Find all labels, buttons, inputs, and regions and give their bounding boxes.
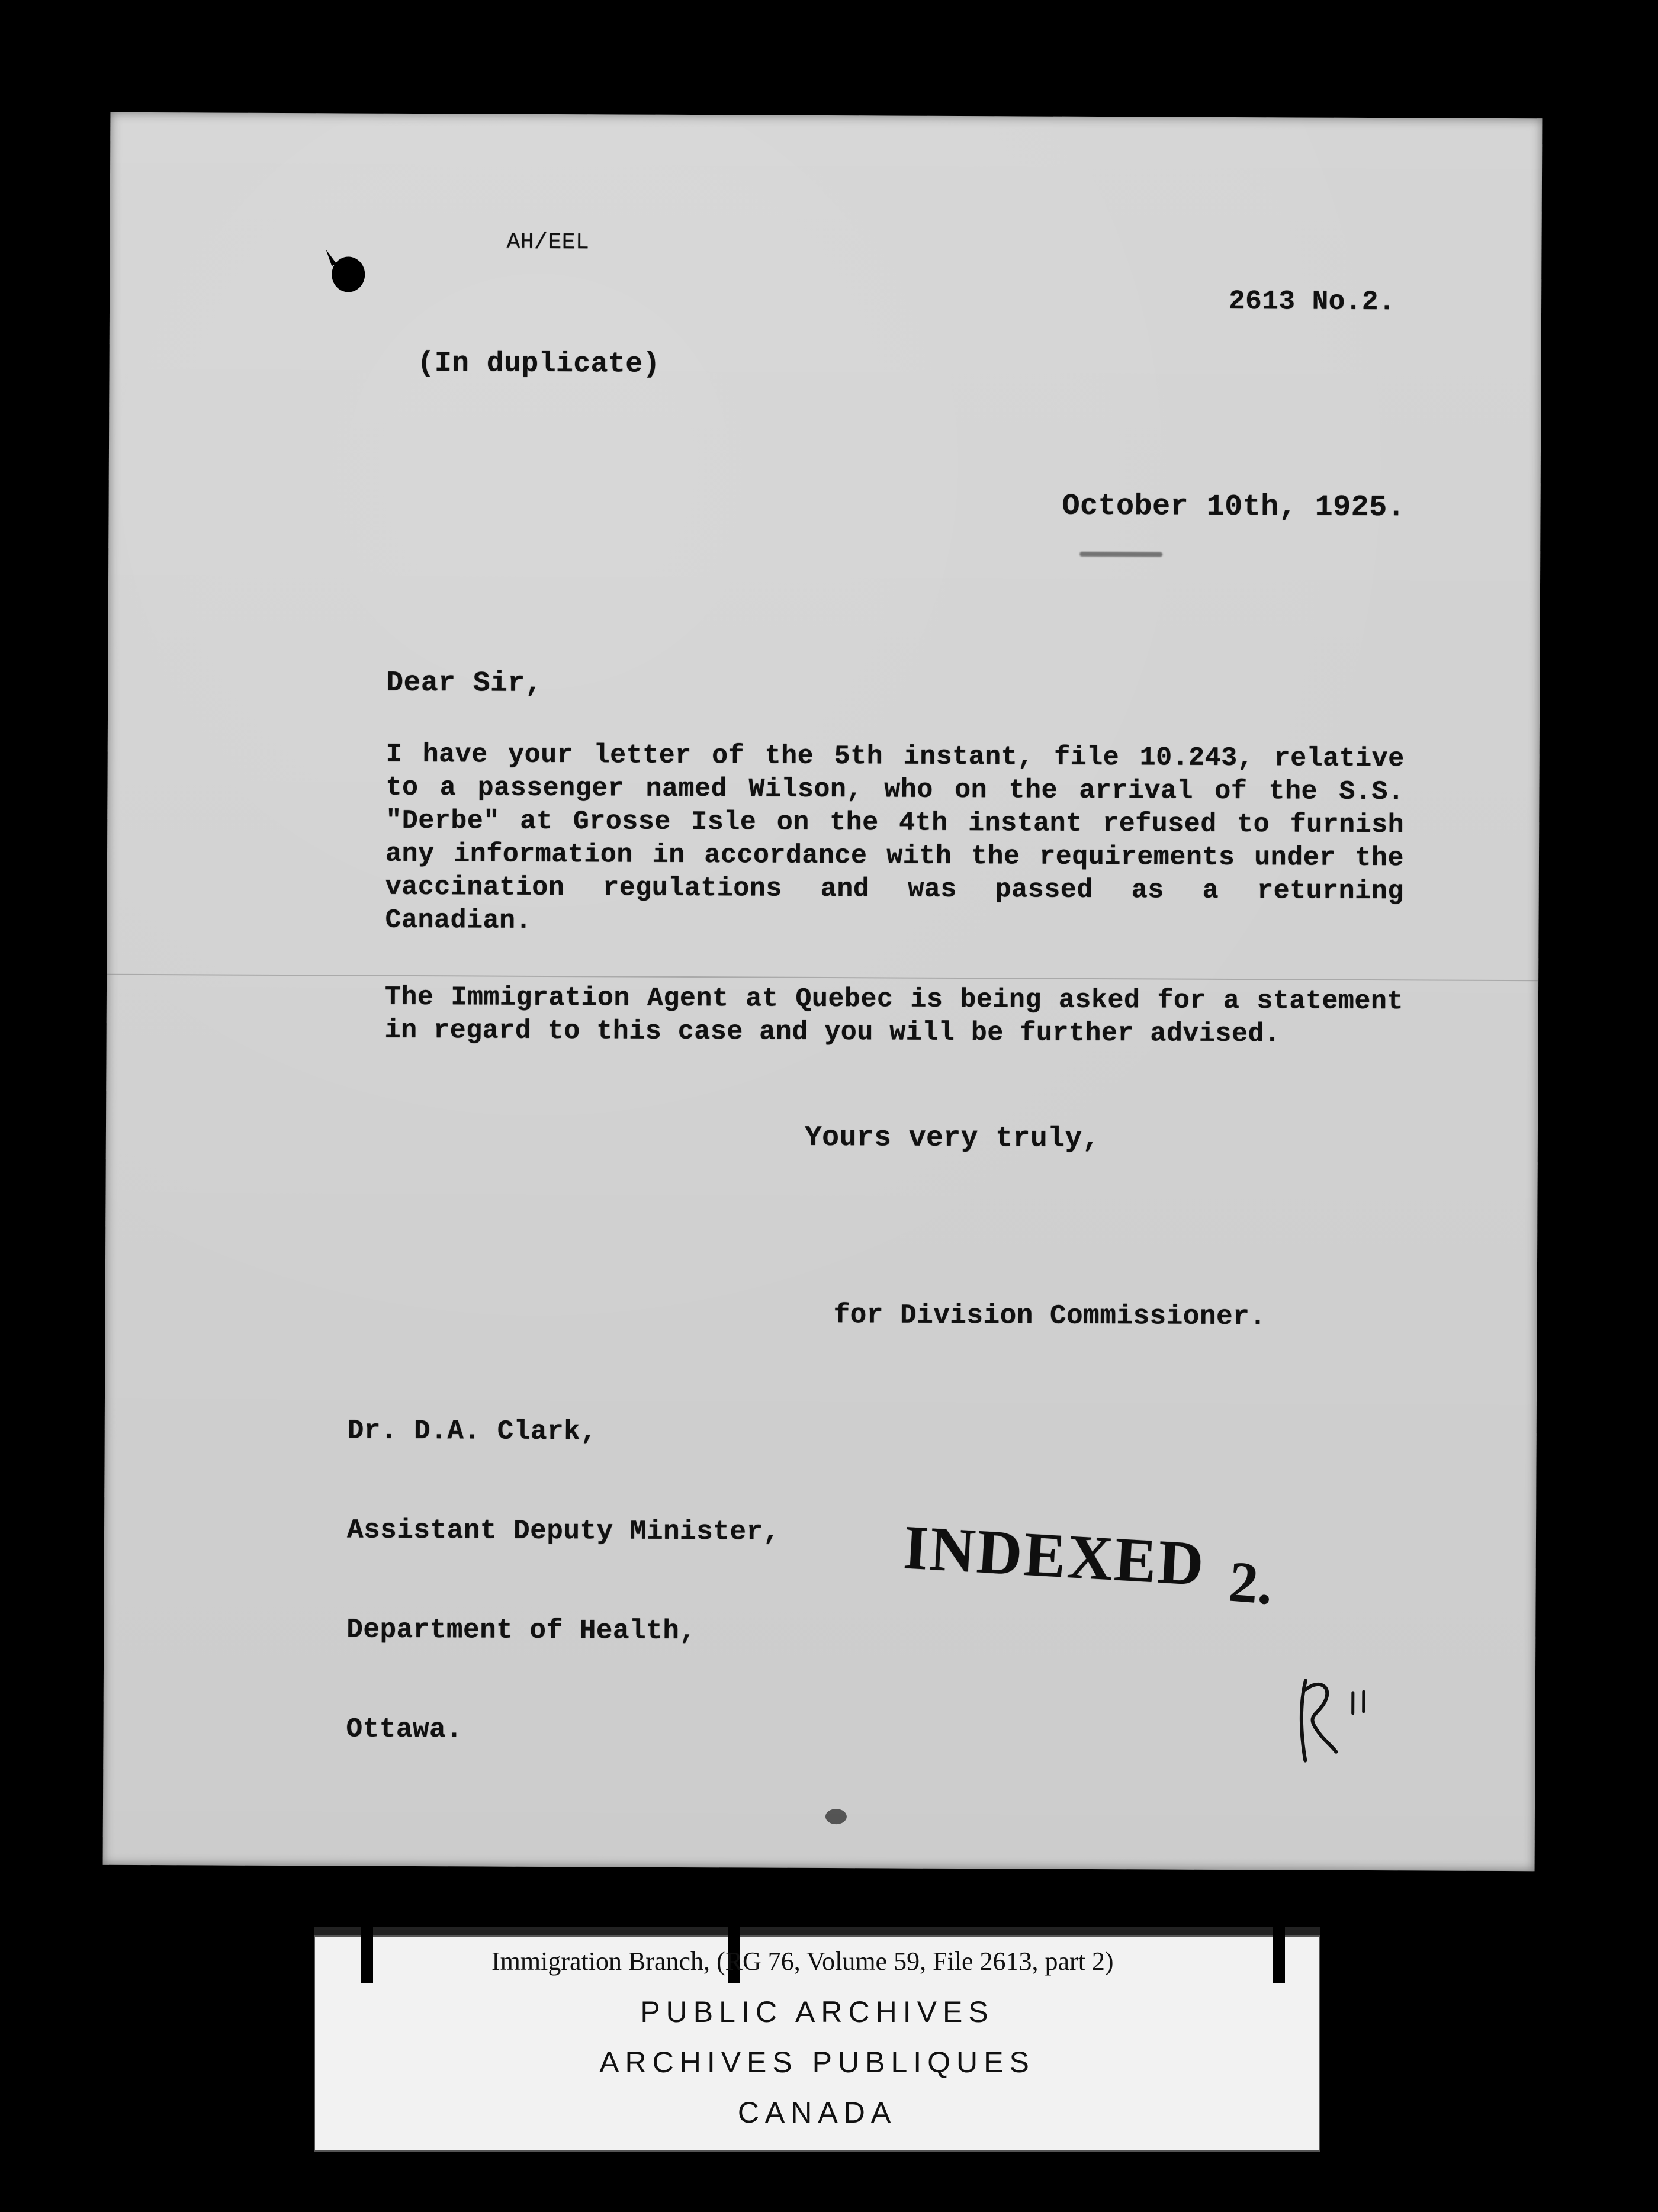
reference-initials: AH/EEL — [506, 229, 590, 256]
body-paragraph-1: I have your letter of the 5th instant, file 10.243, relative to a passenger named Wilson, who on the arrival of the S.S. "Derbe" at Grosse Isle on the 4th instant refused to furnish any information in accordance with the requirements under the vaccination regulations and was passed as a returning Canadian. — [385, 739, 1421, 936]
recipient-address — [346, 1348, 780, 1814]
handwritten-initial-icon — [1287, 1657, 1383, 1776]
letter-page — [103, 112, 1543, 1872]
signer-line: for Division Commissioner. — [833, 1300, 1267, 1333]
indexed-stamp: INDEXED — [901, 1512, 1207, 1599]
closing-line: Yours very truly, — [804, 1121, 1100, 1156]
indexed-stamp-number: 2. — [1226, 1549, 1275, 1617]
archive-reference: Immigration Branch, (RG 76, Volume 59, File 2613, part 2) — [491, 1947, 1114, 1976]
recipient-line: Department of Health, — [346, 1614, 696, 1647]
recipient-line: Ottawa. — [346, 1713, 463, 1745]
fold-line — [107, 974, 1538, 982]
file-number: 2613 No.2. — [1228, 285, 1396, 318]
archive-line-3: CANADA — [737, 2096, 897, 2129]
strip-tab — [361, 1927, 373, 1983]
salutation: Dear Sir, — [386, 667, 543, 700]
archive-label — [314, 1927, 1320, 2152]
date-underline-mark — [1079, 552, 1162, 557]
ink-blot — [825, 1809, 847, 1824]
recipient-line: Assistant Deputy Minister, — [346, 1515, 780, 1548]
letter-date: October 10th, 1925. — [1062, 489, 1406, 525]
archive-line-2: ARCHIVES PUBLIQUES — [599, 2046, 1035, 2079]
duplicate-note: (In duplicate) — [417, 348, 661, 381]
body-paragraph-2: The Immigration Agent at Quebec is being asked for a statement in regard to this case and you will be further advised. — [384, 982, 1420, 1050]
punch-hole-icon — [320, 243, 373, 297]
recipient-line: Dr. D.A. Clark, — [347, 1415, 597, 1448]
strip-tab — [1273, 1927, 1285, 1983]
archive-line-1: PUBLIC ARCHIVES — [640, 1995, 994, 2028]
